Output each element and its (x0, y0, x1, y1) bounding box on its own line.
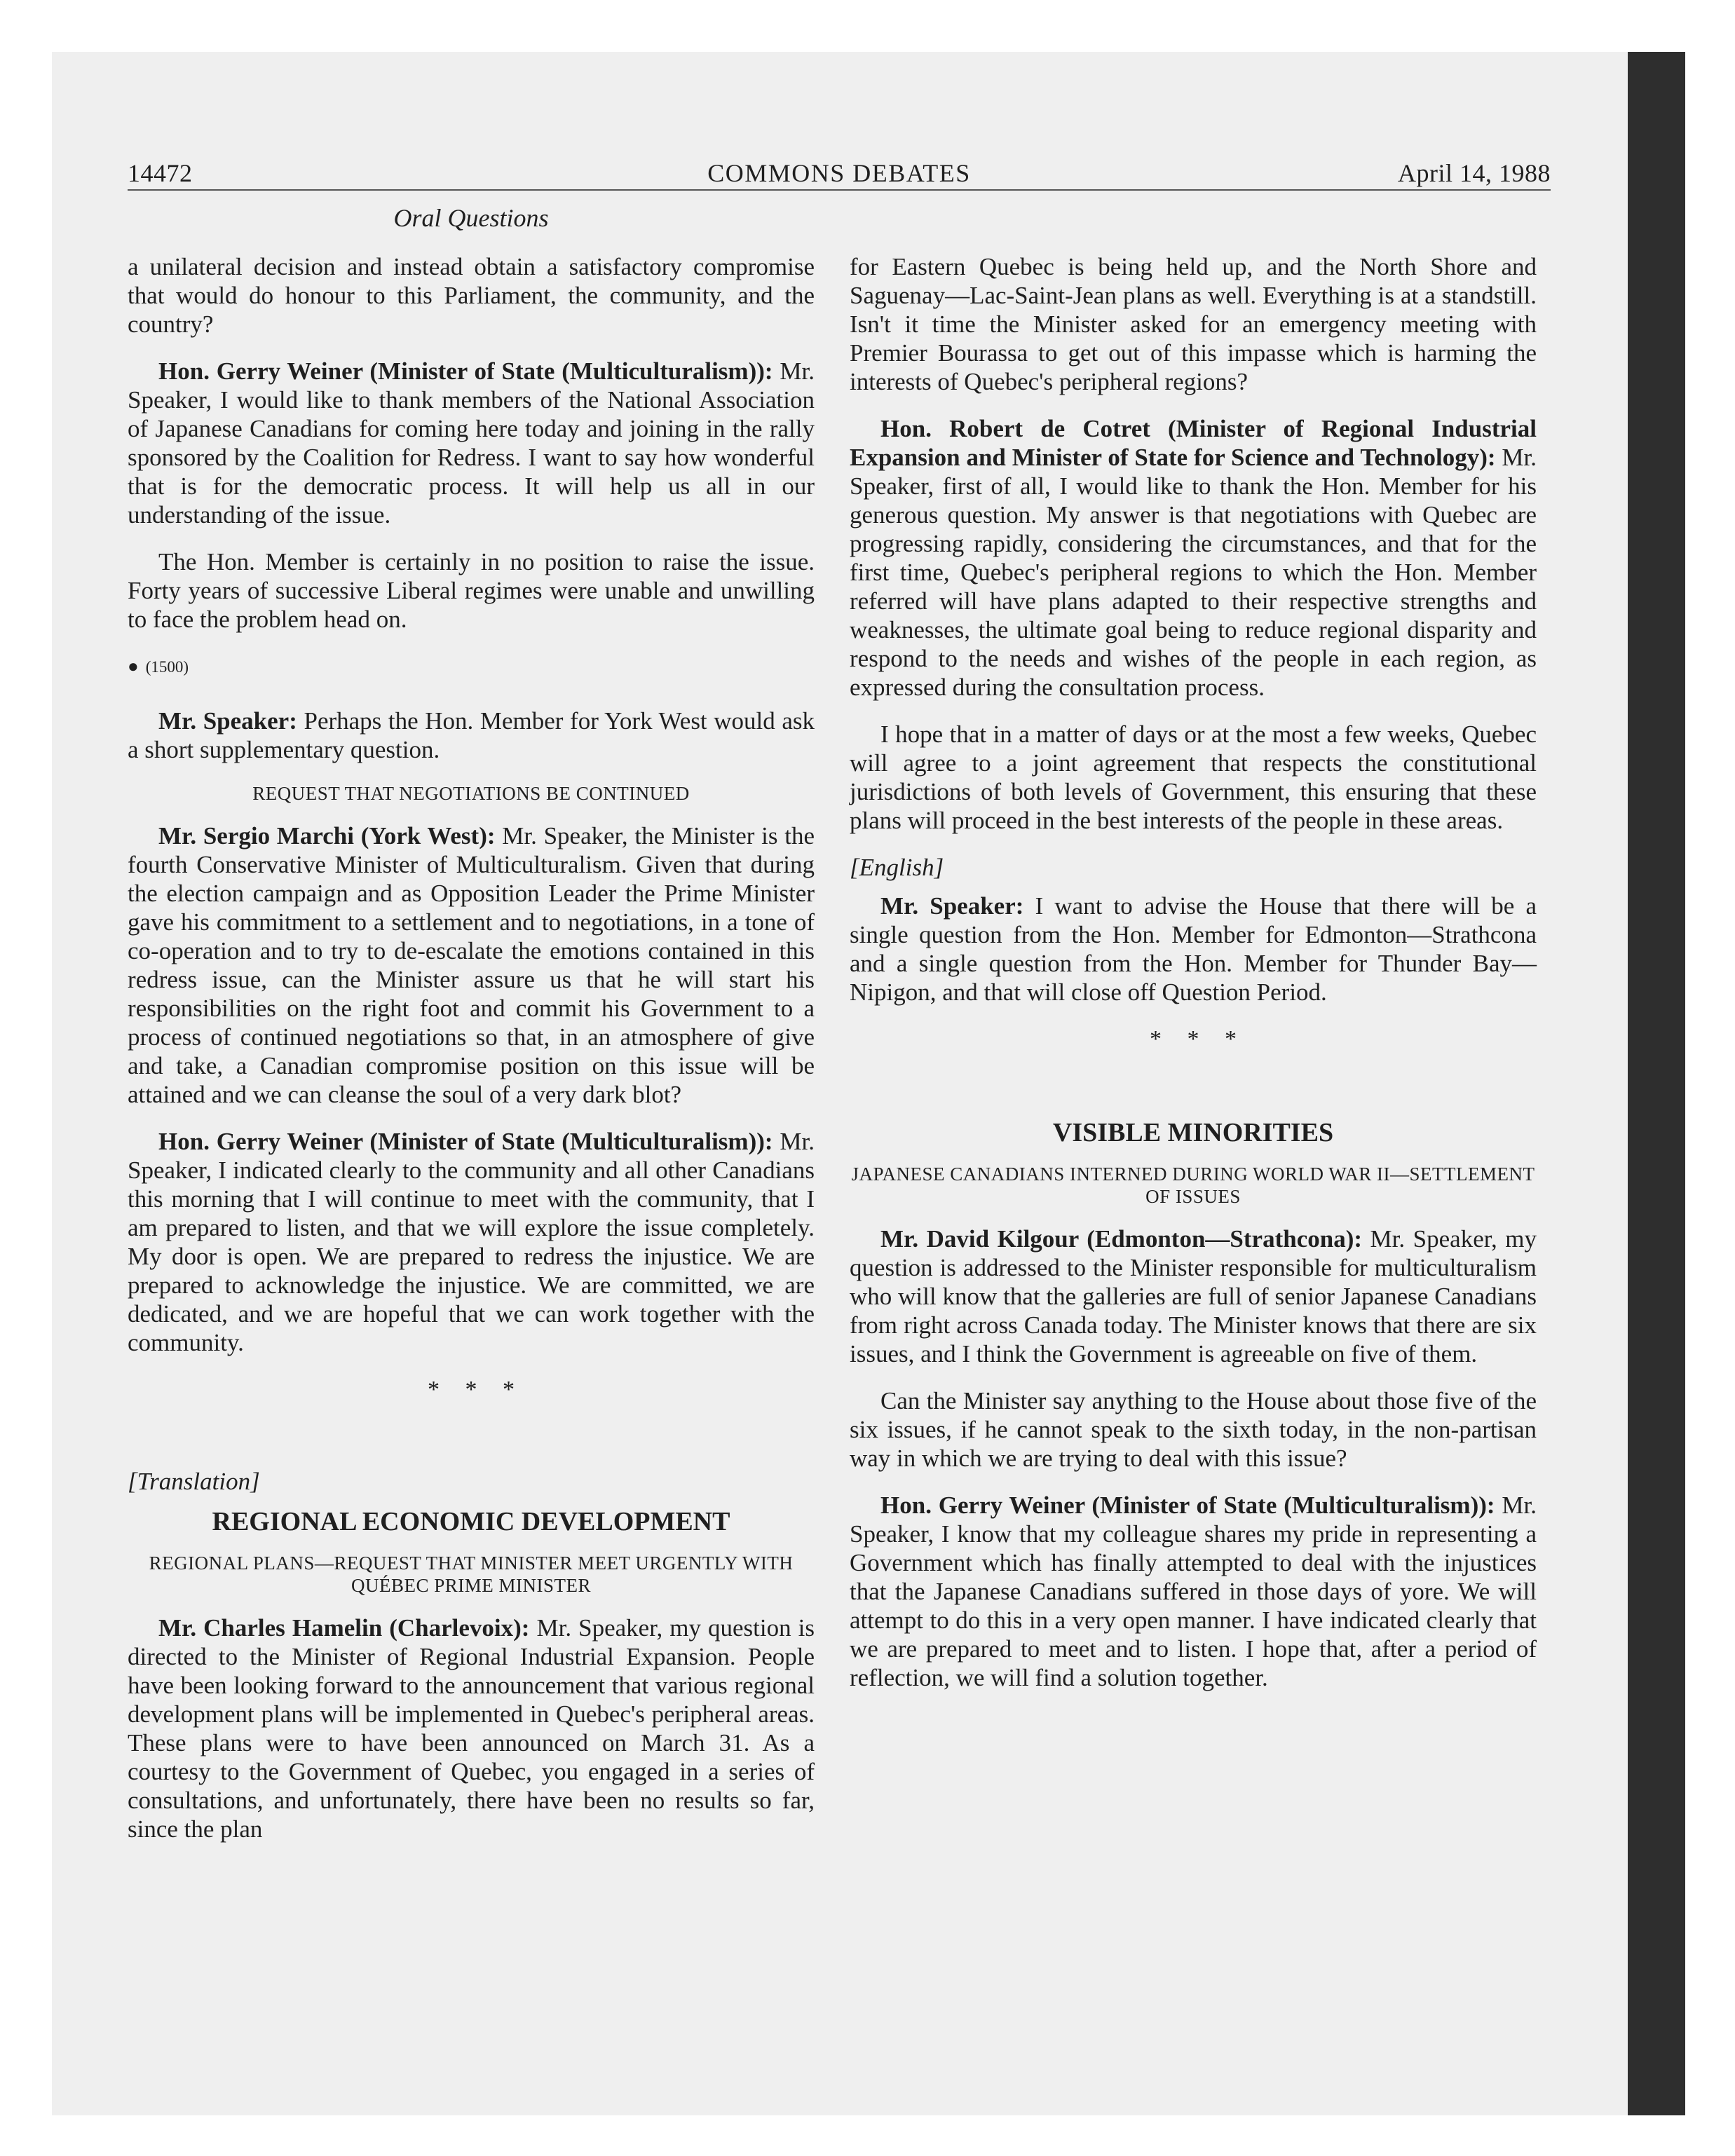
speech-text: I want to advise the House that there will be a single question from the Hon. Member for Edmonton—Strathcona and a single question from the Hon. Member for Thunder Bay—Nipigon, and that will close off Question Period. (850, 892, 1537, 1006)
section-heading: REGIONAL ECONOMIC DEVELOPMENT (212, 1507, 730, 1536)
paragraph: a unilateral decision and instead obtain a satisfactory compromise that would do honour to this Parliament, the community, and the country? (128, 253, 815, 338)
speech-text: Mr. Speaker, I would like to thank members of the National Association of Japanese Canadians for coming here today and joining in the rally sponsored by the Coalition for Redress. I want to say how wonderful that is for the democratic process. It will help us all in our understanding of the issue. (128, 357, 815, 528)
subheading: REQUEST THAT NEGOTIATIONS BE CONTINUED (252, 783, 690, 804)
section-separator: * * * (428, 1377, 515, 1403)
section-heading: VISIBLE MINORITIES (1052, 1118, 1334, 1147)
speaker-name: Hon. Gerry Weiner (Minister of State (Multiculturalism)): (880, 1492, 1495, 1519)
speech-text: Perhaps the Hon. Member for York West would ask a short supplementary question. (128, 707, 815, 763)
subheading: REGIONAL PLANS—REQUEST THAT MINISTER MEET URGENTLY WITH QUÉBEC PRIME MINISTER (149, 1553, 794, 1596)
paragraph (128, 821, 815, 1109)
paragraph: I hope that in a matter of days or at the most a few weeks, Quebec will agree to a joint agreement that respects the constitutional jurisdictions of both levels of Government, this ensuring that these plans will proceed in the best interests of the people in these areas. (850, 721, 1537, 834)
paragraph (850, 892, 1537, 1007)
running-head: Oral Questions (393, 204, 549, 232)
page-header (128, 154, 1551, 191)
speaker-name: Mr. Charles Hamelin (Charlevoix): (158, 1614, 530, 1642)
speech-text: Mr. Speaker, I know that my colleague shares my pride in representing a Government which has finally attempted to deal with the injustices that the Japanese Canadians suffered in those days of yore. We will attempt to do this in a very open manner. I have indicated clearly that we are prepared to meet and to listen. I hope that, after a period of reflection, we will find a solution together. (850, 1492, 1537, 1691)
speaker-name: Hon. Gerry Weiner (Minister of State (Multiculturalism)): (158, 1128, 773, 1155)
page-number: 14472 (128, 159, 193, 187)
section-separator: * * * (1150, 1026, 1237, 1052)
paragraph (128, 707, 815, 764)
speech-text: Mr. Speaker, my question is directed to the Minister of Regional Industrial Expansion. People have been looking forward to the announcement that various regional development plans will be implemented in Quebec's peripheral areas. These plans were to have been announced on March 31. As a courtesy to the Government of Quebec, you engaged in a series of consultations, and unfortunately, there have been no results so far, since the plan (128, 1614, 815, 1843)
paragraph (128, 1613, 815, 1843)
speaker-name: Mr. Speaker: (158, 707, 297, 735)
time-stamp: (1500) (145, 658, 189, 676)
speech-text: Mr. Speaker, I indicated clearly to the community and all other Canadians this morning that I will continue to meet with the community, that I am prepared to listen, and that we will explore the issue completely. My door is open. We are prepared to redress the injustice. We are prepared to acknowledge the injustice. We are committed, we are dedicated, and we are hopeful that we can work together with the community. (128, 1128, 815, 1356)
speech-text: Mr. Speaker, my question is addressed to the Minister responsible for multiculturalism who will know that the galleries are full of senior Japanese Canadians from right across Canada today. The Minister knows that there are six issues, and I think the Government is agreeable on five of them. (850, 1225, 1537, 1367)
publication-title: COMMONS DEBATES (707, 159, 971, 187)
paragraph: The Hon. Member is certainly in no position to raise the issue. Forty years of successive Liberal regimes were unable and unwilling to face the problem head on. (128, 548, 815, 633)
speaker-name: Mr. Sergio Marchi (York West): (158, 822, 496, 850)
speaker-name: Hon. Gerry Weiner (Minister of State (Multiculturalism)): (158, 357, 773, 385)
subheading: JAPANESE CANADIANS INTERNED DURING WORLD WAR II—SETTLEMENT OF ISSUES (851, 1164, 1535, 1207)
right-column (850, 252, 1537, 1710)
speaker-name: Hon. Robert de Cotret (Minister of Regional Industrial Expansion and Minister of State for Science and Technology): (850, 415, 1537, 471)
speaker-name: Mr. Speaker: (880, 892, 1024, 920)
speech-text: Mr. Speaker, the Minister is the fourth Conservative Minister of Multiculturalism. Given that during the election campaign and as Opposition Leader the Prime Minister gave his commitment to a settlement and to negotiations, in a tone of co-operation and to try to de-escalate the emotions contained in this redress issue, can the Minister assure us that he will start his responsibilities on the right foot and commit his Government to a process of continued negotiations so that, in an atmosphere of give and take, a Canadian compromise position on this issue will be attained and we can cleanse the soul of a very dark blot? (128, 822, 815, 1108)
publication-date: April 14, 1988 (1398, 159, 1551, 187)
paragraph (128, 357, 815, 529)
paragraph: Can the Minister say anything to the House about those five of the six issues, if he cannot speak to the sixth today, in the non-partisan way in which we are trying to deal with this issue? (850, 1387, 1537, 1472)
time-marker (128, 652, 815, 681)
scan-edge-shadow (1628, 52, 1685, 2115)
speaker-name: Mr. David Kilgour (Edmonton—Strathcona): (880, 1225, 1362, 1253)
language-marker: [Translation] (128, 1468, 260, 1495)
paragraph (850, 414, 1537, 702)
paragraph (850, 1224, 1537, 1368)
paragraph (850, 1491, 1537, 1692)
left-column (128, 252, 815, 1862)
language-marker: [English] (850, 854, 944, 881)
speech-text: Mr. Speaker, first of all, I would like to thank the Hon. Member for his generous question. My answer is that negotiations with Quebec are progressing rapidly, considering the circumstances, and that for the first time, Quebec's peripheral regions to which the Hon. Member referred will have plans adapted to their respective strengths and weaknesses, the ultimate goal being to reduce regional disparity and respond to the needs and wishes of the people in each region, as expressed during the consultation process. (850, 444, 1537, 701)
paragraph (128, 1127, 815, 1357)
paragraph: for Eastern Quebec is being held up, and the North Shore and Saguenay—Lac-Saint-Jean plans as well. Everything is at a standstill. Isn't it time the Minister asked for an emergency meeting with Premier Bourassa to get out of this impasse which is harming the interests of Quebec's peripheral regions? (850, 253, 1537, 395)
bullet-icon: ● (128, 656, 139, 676)
